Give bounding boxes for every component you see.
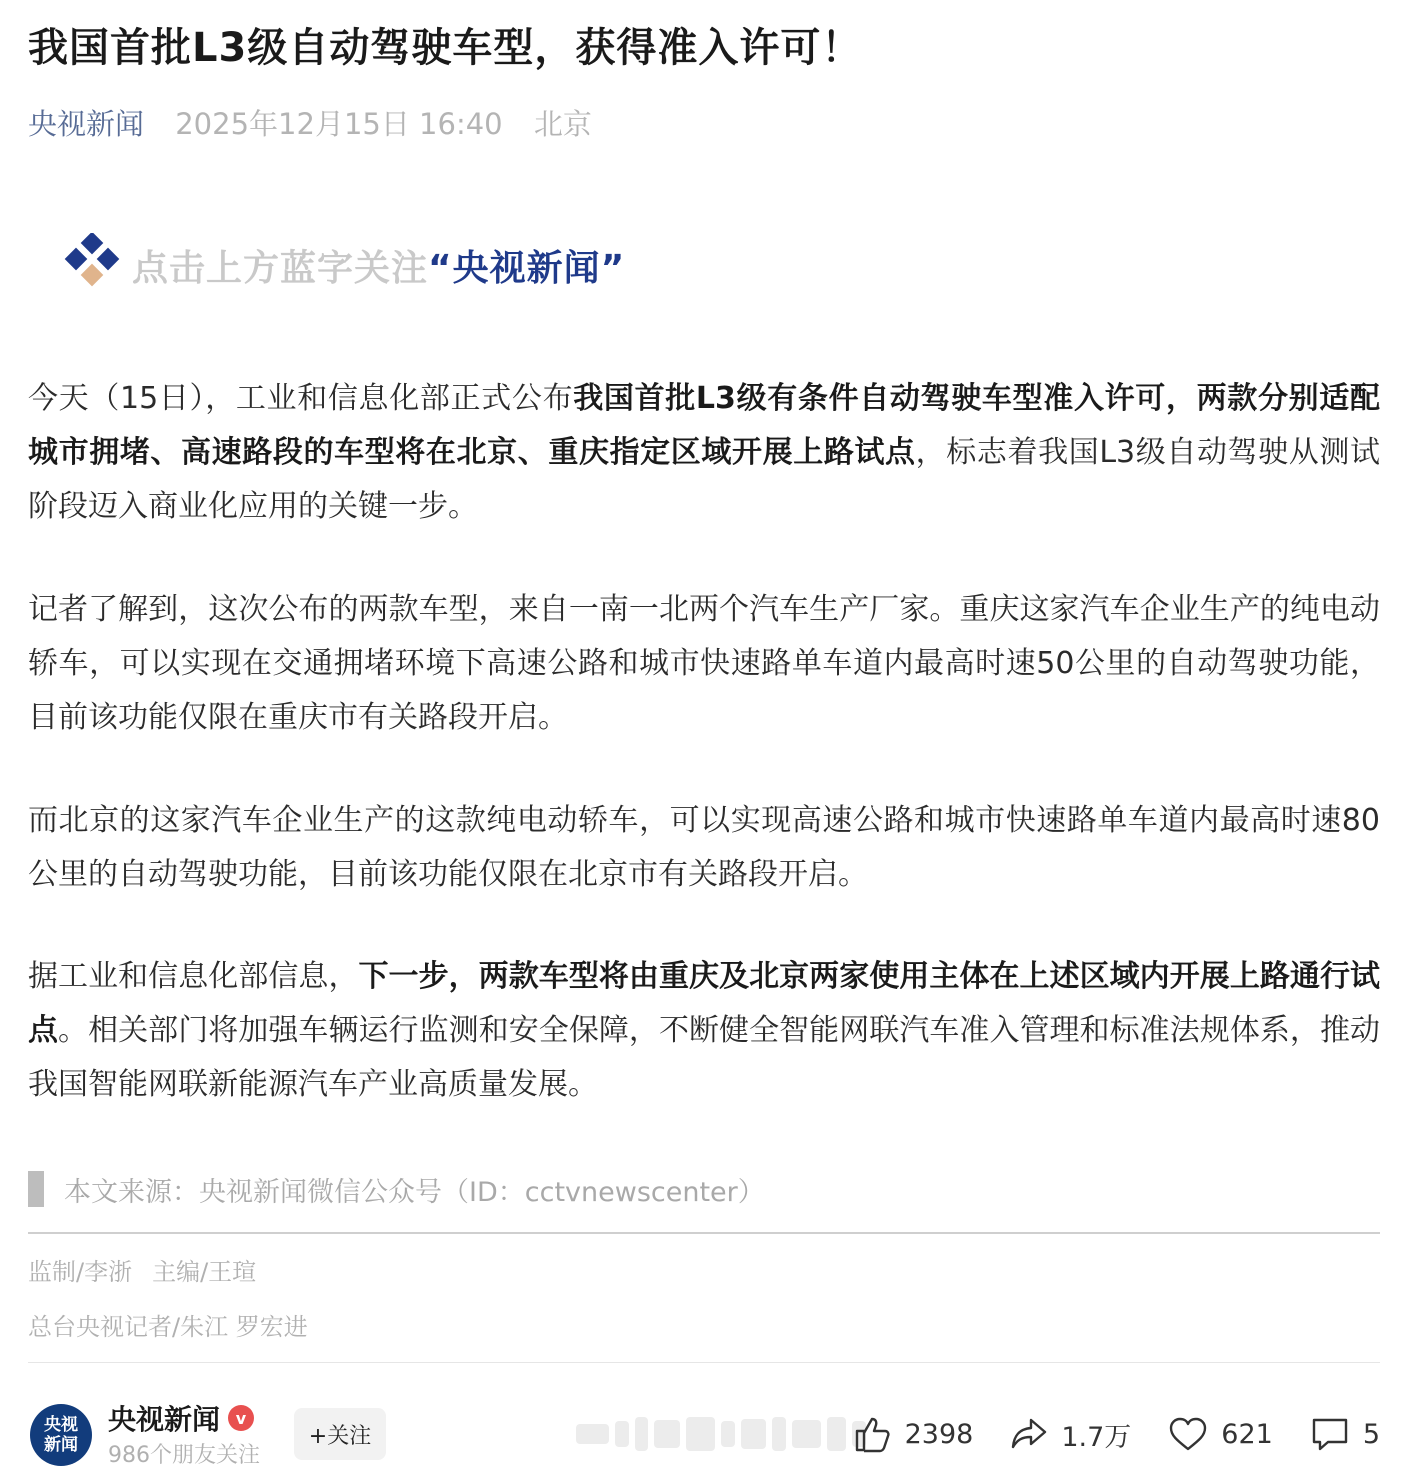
account-name[interactable] [108, 1398, 254, 1438]
p4-outro: 。相关部门将加强车辆运行监测和安全保障，不断健全智能网联汽车准入管理和标准法规体系，推动我国智能网联新能源汽车产业高质量发展。 [28, 1013, 1381, 1102]
source-note [28, 1168, 765, 1210]
page-title: 我国首批L3级自动驾驶车型，获得准入许可！ [28, 25, 863, 71]
comment-button[interactable] [1309, 1414, 1380, 1454]
logo-diamond-icon [62, 233, 126, 297]
verified-icon: v [228, 1405, 254, 1431]
source-text: 本文来源：央视新闻微信公众号（ID：cctvnewscenter） [64, 1176, 765, 1208]
credit-editor: 主编/王瑄 [152, 1258, 257, 1286]
credit-supervisor: 监制/李浙 [28, 1258, 133, 1286]
favorite-button[interactable] [1167, 1414, 1273, 1454]
comment-icon [1309, 1414, 1351, 1454]
paragraph-1 [28, 372, 1380, 534]
p1-intro: 今天（15日），工业和信息化部正式公布 [28, 381, 574, 416]
share-button[interactable] [1009, 1414, 1131, 1454]
divider [28, 1232, 1380, 1234]
p1-highlight: 我国首批L3级有条件自动驾驶车型准入许可，两款分别适配城市拥堵、高速路段的车型将在北京、重庆指定区域开展上路试点 [28, 381, 1380, 470]
publish-date: 2025年12月15日 16:40 [175, 107, 503, 141]
account-footer [28, 1378, 1380, 1474]
share-arrow-icon [1009, 1414, 1049, 1454]
divider [28, 1362, 1380, 1363]
thumbs-up-icon [853, 1414, 893, 1454]
action-bar [817, 1408, 1380, 1460]
follow-button[interactable]: +关注 [294, 1408, 386, 1460]
comment-count: 5 [1362, 1418, 1380, 1450]
publish-location: 北京 [533, 107, 592, 141]
like-button[interactable] [853, 1414, 974, 1454]
banner-prompt: 点击上方蓝字关注 [132, 247, 429, 289]
paragraph-3: 而北京的这家汽车企业生产的这款纯电动轿车，可以实现高速公路和城市快速路单车道内最高时速80公里的自动驾驶功能，目前该功能仅限在北京市有关路段开启。 [28, 803, 1380, 892]
paragraph-4 [28, 950, 1380, 1112]
like-count: 2398 [904, 1418, 974, 1450]
share-count: 1.7万 [1061, 1421, 1132, 1453]
follow-banner[interactable] [62, 232, 625, 298]
credits-editors [28, 1255, 256, 1289]
followers-count: 986个朋友关注 [108, 1443, 260, 1468]
account-name-text: 央视新闻 [108, 1403, 221, 1436]
p4-intro: 据工业和信息化部信息， [28, 959, 359, 994]
source-bar [28, 1171, 44, 1207]
favorite-count: 621 [1221, 1418, 1273, 1450]
paragraph-2: 记者了解到，这次公布的两款车型，来自一南一北两个汽车生产厂家。重庆这家汽车企业生产的纯电动轿车，可以实现在交通拥堵环境下高速公路和城市快速路单车道内最高时速50公里的自动驾驶功能，目前该功能仅限在重庆市有关路段开启。 [28, 592, 1380, 735]
heart-icon [1167, 1414, 1209, 1454]
p4-highlight: 下一步，两款车型将由重庆及北京两家使用主体在上述区域内开展上路通行试点 [28, 959, 1380, 1048]
avatar[interactable] [30, 1404, 92, 1466]
banner-brand: “央视新闻” [428, 247, 626, 289]
credits-reporters: 总台央视记者/朱江 罗宏进 [28, 1313, 308, 1341]
article-meta [28, 104, 592, 144]
avatar-text-bottom: 新闻 [44, 1435, 78, 1455]
p1-outro: ，标志着我国L3级自动驾驶从测试阶段迈入商业化应用的关键一步。 [28, 435, 1380, 524]
account-link[interactable]: 央视新闻 [28, 107, 145, 141]
avatar-text-top: 央视 [44, 1415, 78, 1435]
